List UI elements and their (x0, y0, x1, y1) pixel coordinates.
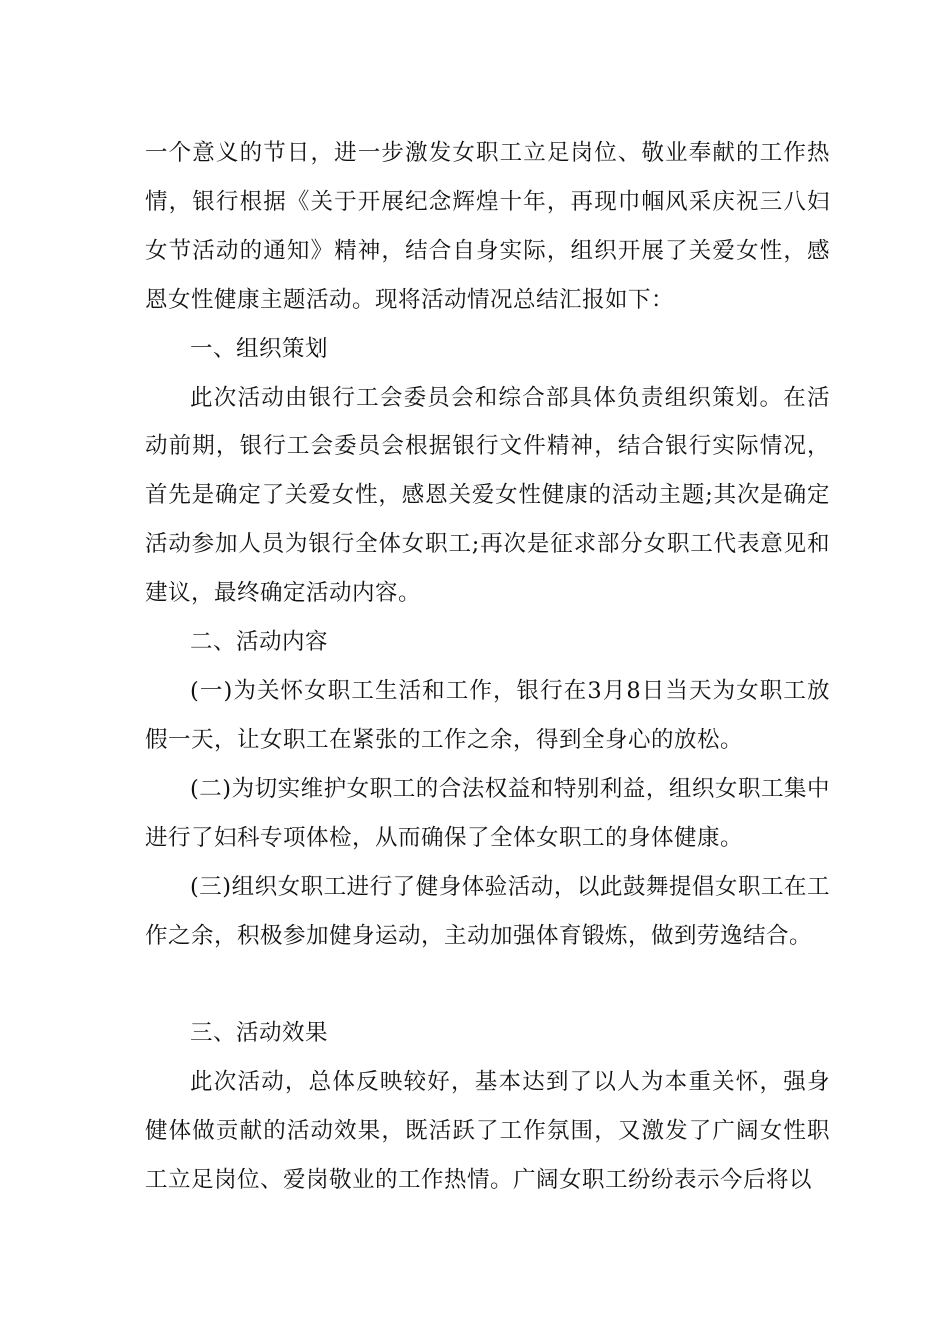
content-item-3: (三)组织女职工进行了健身体验活动，以此鼓舞提倡女职工在工作之余，积极参加健身运动，主动加强体育锻炼，做到劳逸结合。 (145, 873, 830, 949)
section-heading-organization: 一、组织策划 (190, 335, 329, 362)
intro-paragraph: 一个意义的节日，进一步激发女职工立足岗位、敬业奉献的工作热情，银行根据《关于开展纪念辉煌十年，再现巾帼风采庆祝三八妇女节活动的通知》精神，结合自身实际，组织开展了关爱女性，感恩女性健康主题活动。现将活动情况总结汇报如下： (145, 140, 830, 313)
section-heading-content: 二、活动内容 (190, 629, 329, 656)
content-item-1: (一)为关怀女职工生活和工作，银行在3月8日当天为女职工放假一天，让女职工在紧张的工作之余，得到全身心的放松。 (145, 677, 830, 753)
content-item-2: (二)为切实维护女职工的合法权益和特别利益，组织女职工集中进行了妇科专项体检，从而确保了全体女职工的身体健康。 (145, 775, 830, 851)
document-body (145, 129, 830, 1205)
organization-paragraph: 此次活动由银行工会委员会和综合部具体负责组织策划。在活动前期，银行工会委员会根据银行文件精神，结合银行实际情况，首先是确定了关爱女性，感恩关爱女性健康的活动主题;其次是确定活动参加人员为银行全体女职工;再次是征求部分女职工代表意见和建议，最终确定活动内容。 (145, 384, 830, 607)
paragraph-gap (145, 960, 830, 1009)
effect-paragraph: 此次活动，总体反映较好，基本达到了以人为本重关怀，强身健体做贡献的活动效果，既活跃了工作氛围，又激发了广阔女性职工立足岗位、爱岗敬业的工作热情。广阔女职工纷纷表示今后将以 (145, 1069, 830, 1194)
section-heading-effect: 三、活动效果 (190, 1020, 329, 1047)
